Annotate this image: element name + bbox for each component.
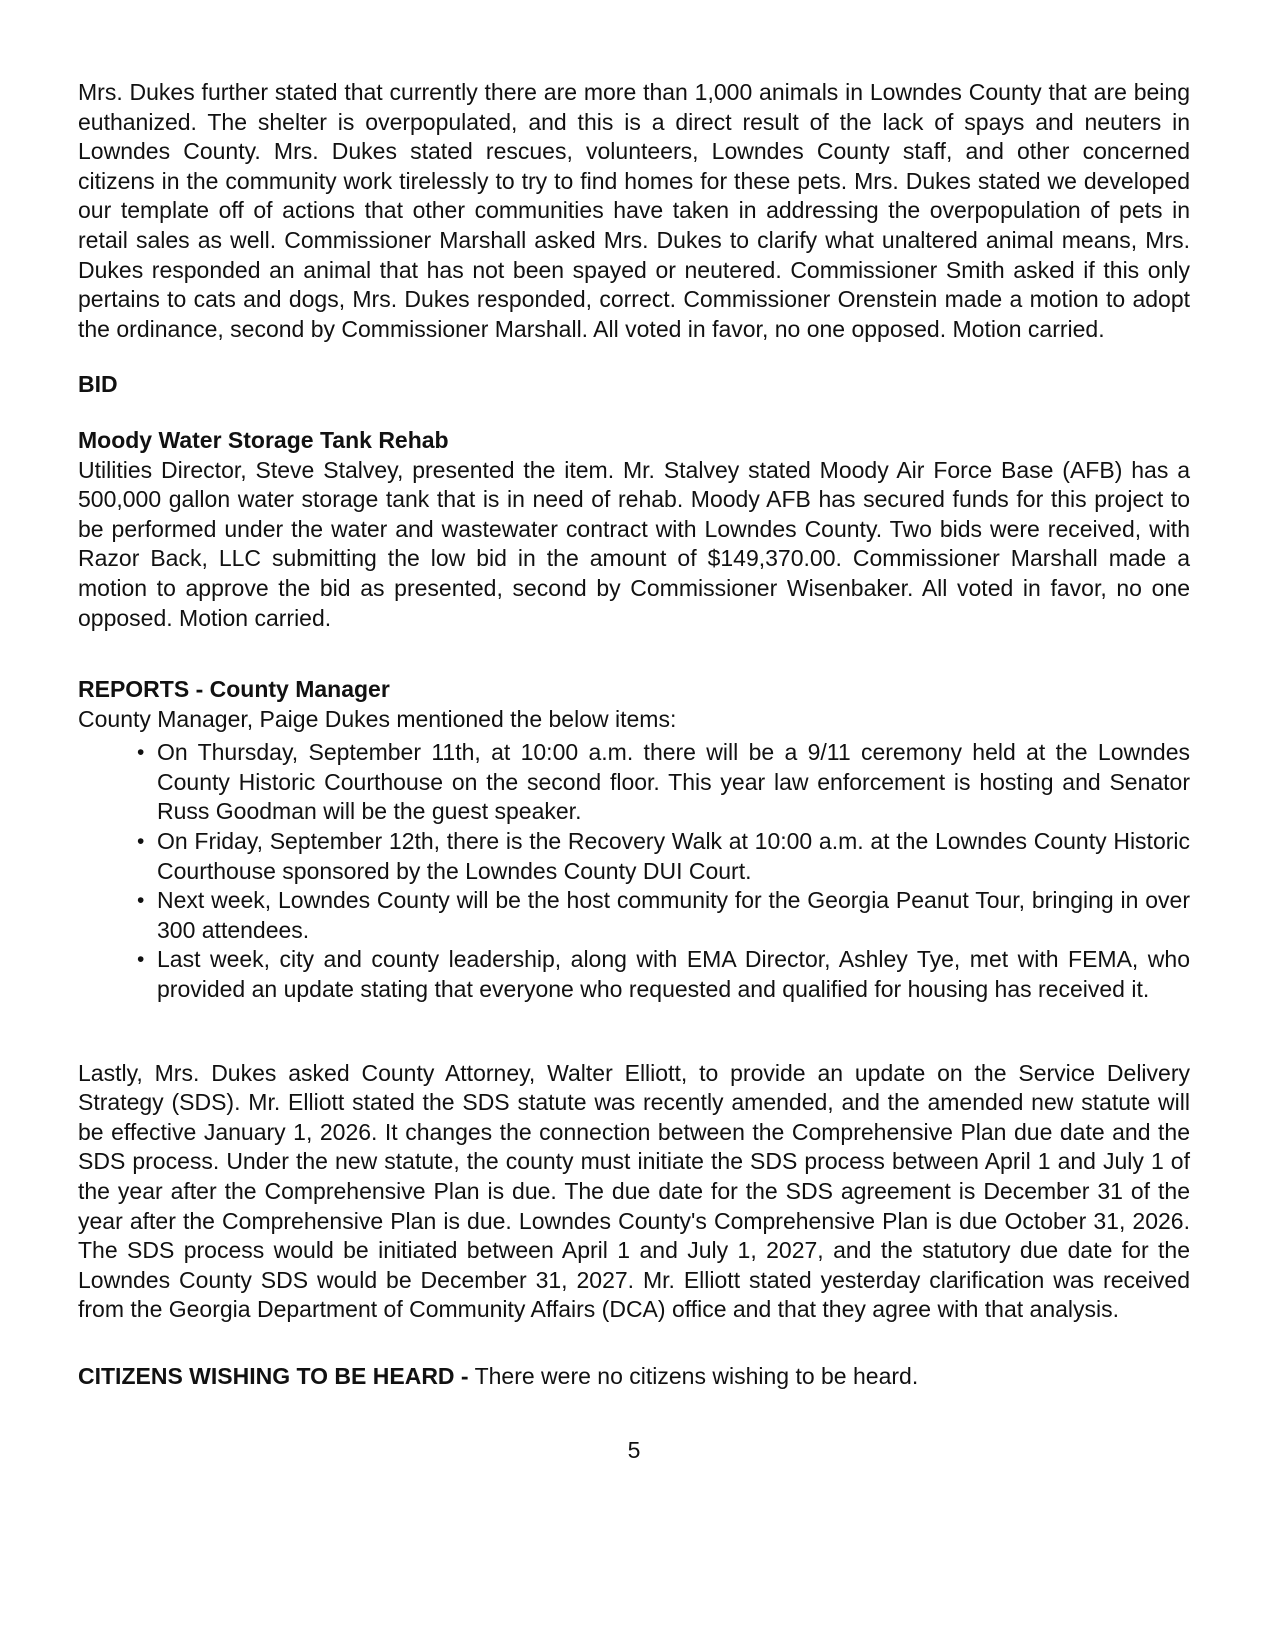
reports-bullet-list	[78, 738, 1190, 1004]
reports-intro-line: County Manager, Paige Dukes mentioned the below items:	[78, 705, 677, 732]
bullet-icon: •	[137, 889, 145, 913]
bullet-text-peanut-tour: Next week, Lowndes County will be the host community for the Georgia Peanut Tour, bringing in over 300 attendees.	[157, 887, 1190, 943]
citizens-wishing-to-be-heard-line	[78, 1362, 1190, 1392]
section-reports-county-manager	[78, 675, 1190, 734]
bullet-icon: •	[137, 741, 145, 765]
bullet-text-911-ceremony: On Thursday, September 11th, at 10:00 a.m. there will be a 9/11 ceremony held at the Lowndes County Historic Courthouse on the second floor. This year law enforcement is hosting and Senator Russ Goodman will be the guest speaker.	[157, 739, 1190, 825]
citizens-heading: CITIZENS WISHING TO BE HEARD -	[78, 1362, 469, 1389]
page-number: 5	[627, 1436, 641, 1463]
citizens-text: There were no citizens wishing to be heard.	[474, 1362, 919, 1389]
section-heading-bid: BID	[78, 371, 118, 398]
reports-county-manager-heading: REPORTS - County Manager	[78, 676, 390, 703]
moody-water-tank-paragraph: Utilities Director, Steve Stalvey, presented the item. Mr. Stalvey stated Moody Air Force Base (AFB) has a 500,000 gallon water storage tank that is in need of rehab. Moody AFB has secured funds for this project to be performed under the water and wastewater contract with Lowndes County. Two bids were received, with Razor Back, LLC submitting the low bid in the amount of $149,370.00. Commissioner Marshall made a motion to approve the bid as presented, second by Commissioner Wisenbaker. All voted in favor, no one opposed. Motion carried.	[78, 456, 1190, 631]
list-item	[78, 738, 1190, 827]
section-moody-water-tank	[78, 426, 1190, 633]
bullet-text-recovery-walk: On Friday, September 12th, there is the Recovery Walk at 10:00 a.m. at the Lowndes County Historic Courthouse sponsored by the Lowndes County DUI Court.	[157, 828, 1190, 884]
list-item	[78, 945, 1190, 1004]
list-item	[78, 827, 1190, 886]
paragraph-animal-ordinance: Mrs. Dukes further stated that currently there are more than 1,000 animals in Lowndes County that are being euthanized. The shelter is overpopulated, and this is a direct result of the lack of spays and neuters in Lowndes County. Mrs. Dukes stated rescues, volunteers, Lowndes County staff, and other concerned citizens in the community work tirelessly to try to find homes for these pets. Mrs. Dukes stated we developed our template off of actions that other communities have taken in addressing the overpopulation of pets in retail sales as well. Commissioner Marshall asked Mrs. Dukes to clarify what unaltered animal means, Mrs. Dukes responded an animal that has not been spayed or neutered. Commissioner Smith asked if this only pertains to cats and dogs, Mrs. Dukes responded, correct. Commissioner Orenstein made a motion to adopt the ordinance, second by Commissioner Marshall. All voted in favor, no one opposed. Motion carried.	[78, 79, 1190, 342]
list-item	[78, 886, 1190, 945]
bullet-icon: •	[137, 830, 145, 854]
paragraph-service-delivery-strategy: Lastly, Mrs. Dukes asked County Attorney, Walter Elliott, to provide an update on the Service Delivery Strategy (SDS). Mr. Elliott stated the SDS statute was recently amended, and the amended new statute will be effective January 1, 2026. It changes the connection between the Comprehensive Plan due date and the SDS process. Under the new statute, the county must initiate the SDS process between April 1 and July 1 of the year after the Comprehensive Plan is due. The due date for the SDS agreement is December 31 of the year after the Comprehensive Plan is due. Lowndes County's Comprehensive Plan is due October 31, 2026. The SDS process would be initiated between April 1 and July 1, 2027, and the statutory due date for the Lowndes County SDS would be December 31, 2027. Mr. Elliott stated yesterday clarification was received from the Georgia Department of Community Affairs (DCA) office and that they agree with that analysis.	[78, 1059, 1190, 1323]
moody-water-tank-heading: Moody Water Storage Tank Rehab	[78, 426, 449, 453]
bullet-text-fema-meeting: Last week, city and county leadership, along with EMA Director, Ashley Tye, met with FEMA, who provided an update stating that everyone who requested and qualified for housing has received it.	[157, 946, 1190, 1003]
bullet-icon: •	[137, 948, 145, 972]
